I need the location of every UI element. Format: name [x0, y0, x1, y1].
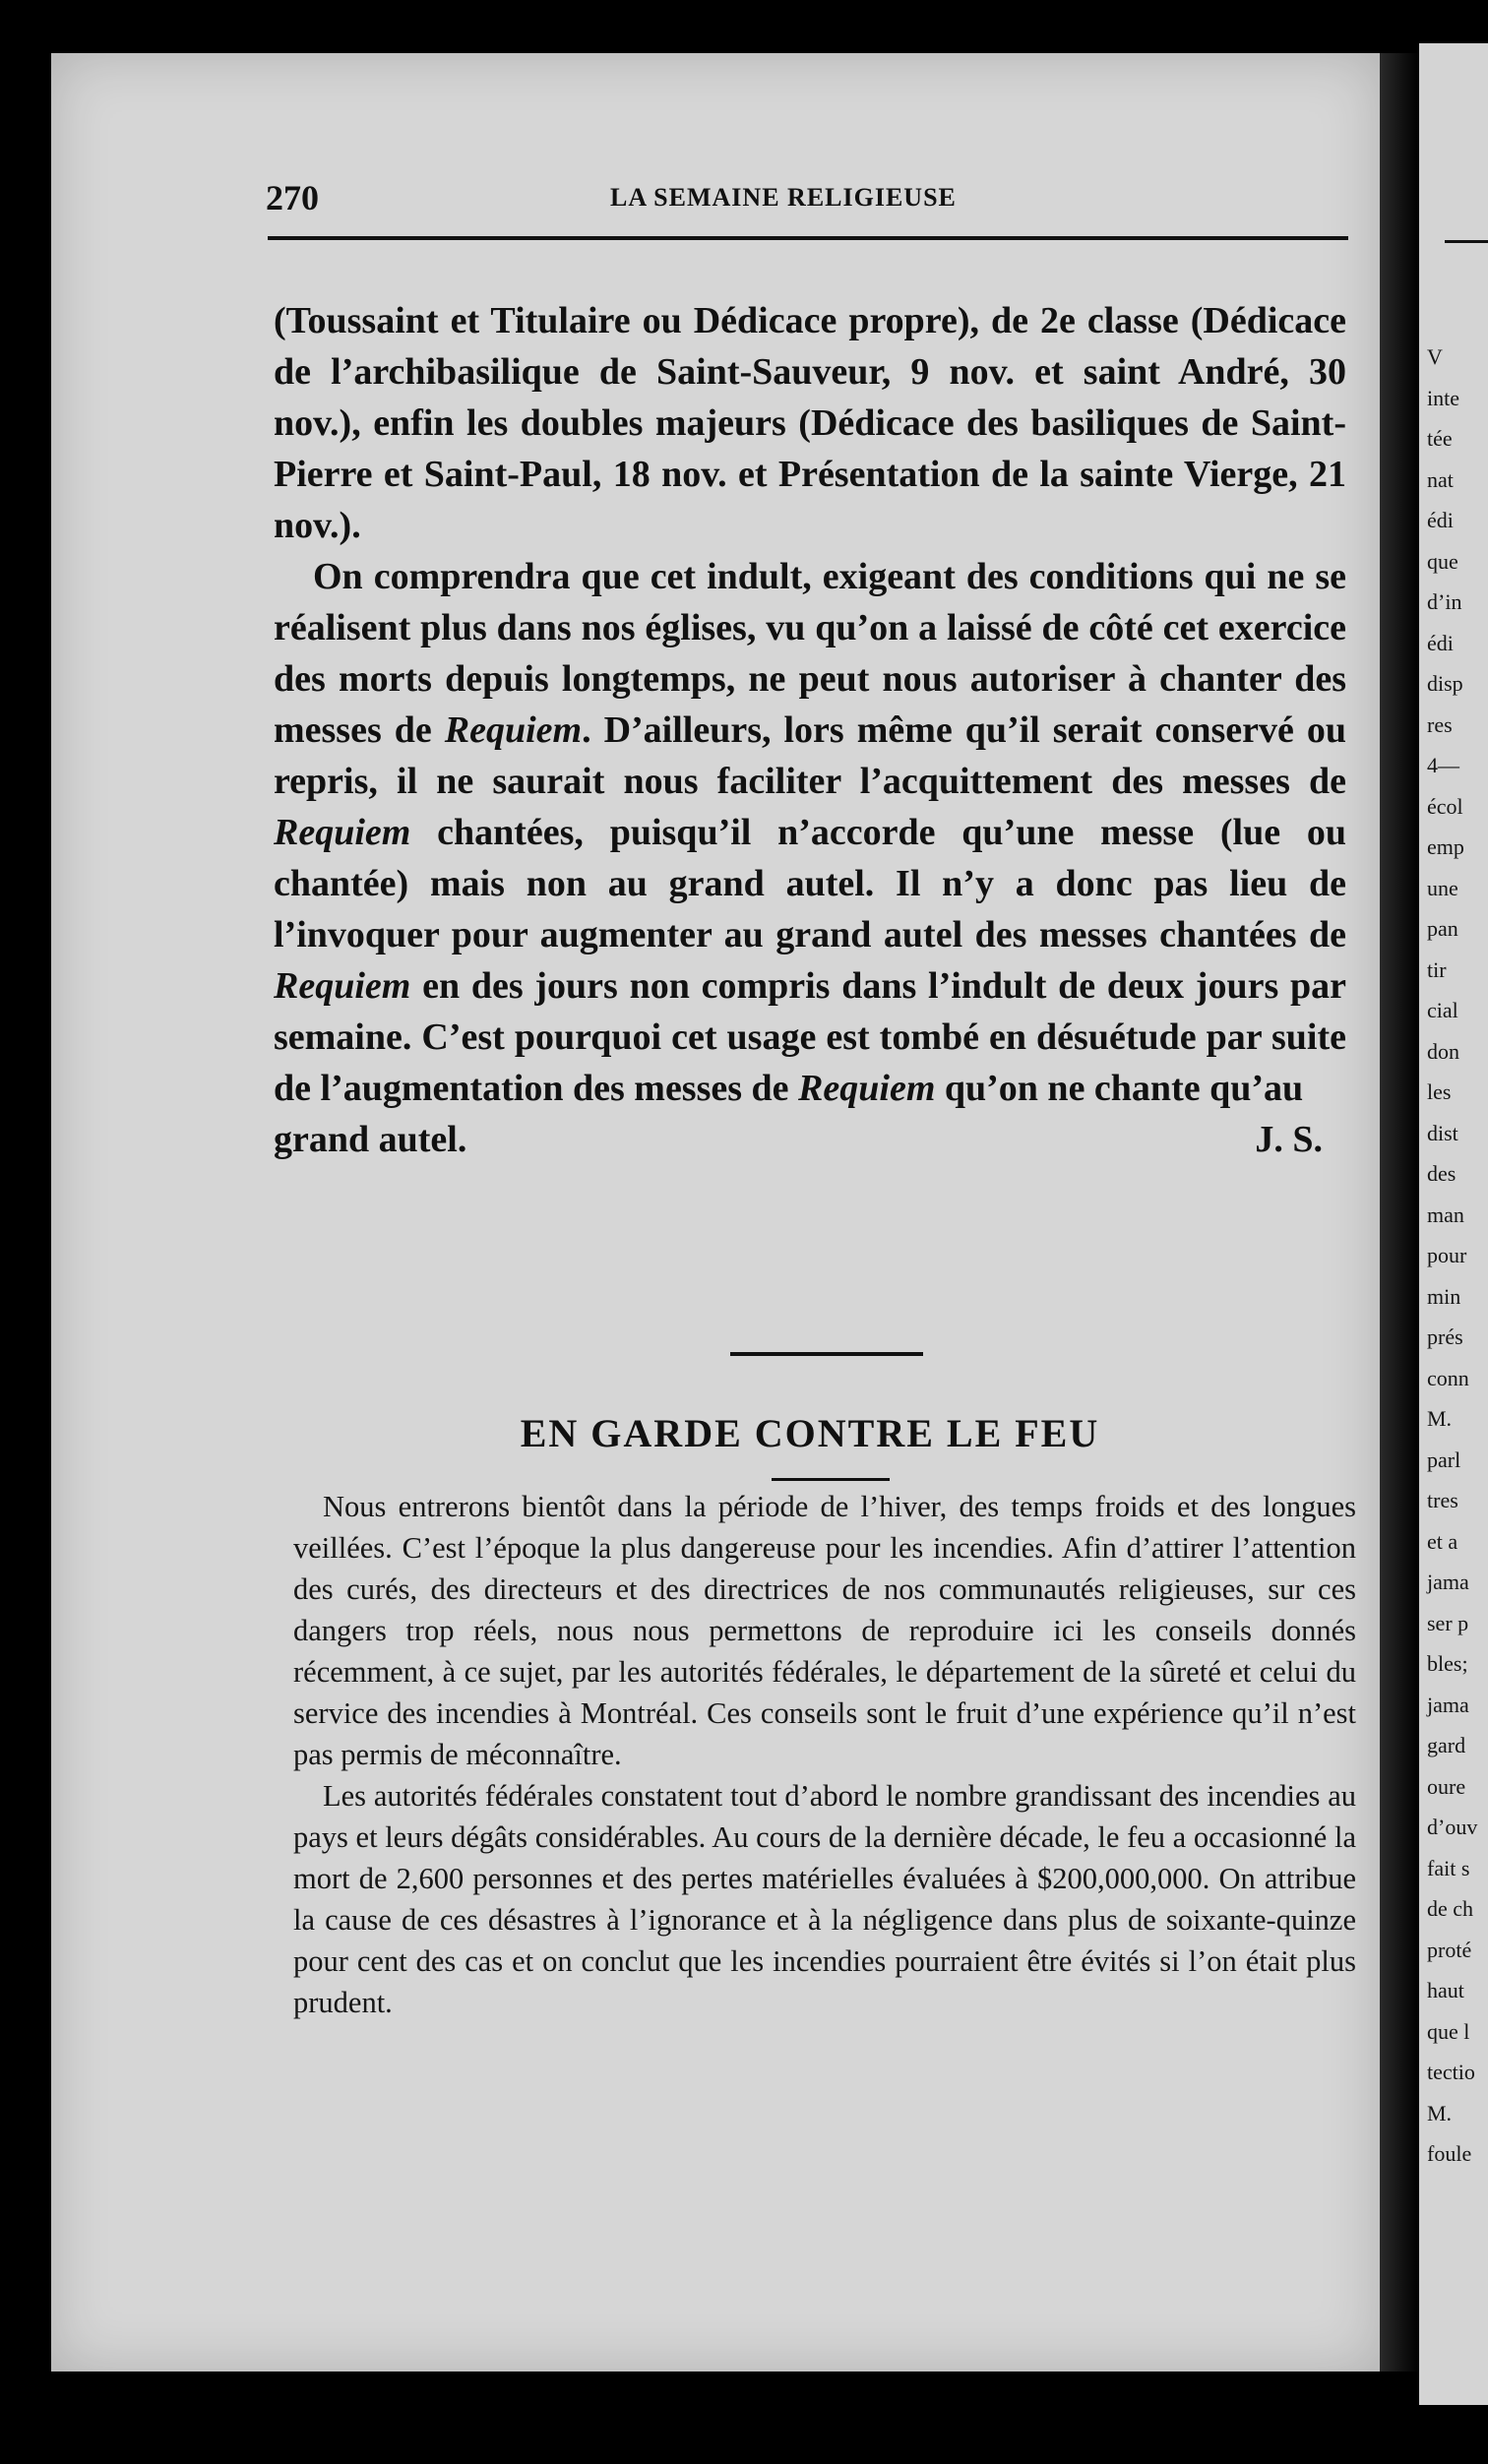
- adjacent-line-fragment: d’in: [1427, 589, 1462, 614]
- title-underline: [772, 1478, 890, 1481]
- adjacent-line-fragment: oure: [1427, 1773, 1466, 1799]
- adjacent-line-fragment: une: [1427, 875, 1458, 900]
- adjacent-line-fragment: les: [1427, 1079, 1452, 1104]
- adjacent-page-edge: [1419, 43, 1488, 2405]
- adjacent-page-text: [1427, 337, 1488, 2175]
- adjacent-line-fragment: man: [1427, 1201, 1464, 1227]
- section-divider: [730, 1352, 923, 1356]
- author-signature: J. S.: [1255, 1119, 1323, 1160]
- adjacent-line-fragment: cial: [1427, 998, 1458, 1022]
- running-head: [266, 177, 1348, 216]
- adjacent-line-fragment: V: [1427, 344, 1443, 369]
- adjacent-line-fragment: parl: [1427, 1447, 1461, 1472]
- adjacent-line-fragment: et a: [1427, 1528, 1458, 1554]
- adjacent-line-fragment: fait s: [1427, 1855, 1470, 1880]
- adjacent-line-fragment: foule: [1427, 2141, 1472, 2166]
- adjacent-line-fragment: M.: [1427, 2100, 1453, 2125]
- adjacent-line-fragment: conn: [1427, 1365, 1469, 1390]
- adjacent-line-fragment: écol: [1427, 793, 1463, 819]
- adjacent-line-fragment: de ch: [1427, 1896, 1474, 1921]
- running-title: LA SEMAINE RELIGIEUSE: [610, 183, 957, 212]
- adjacent-line-fragment: tres: [1427, 1488, 1458, 1512]
- adjacent-line-fragment: tectio: [1427, 2060, 1475, 2084]
- adjacent-line-fragment: des: [1427, 1161, 1457, 1186]
- adjacent-line-fragment: prés: [1427, 1324, 1463, 1349]
- article-paragraph: Les autorités fédérales constatent tout d’abord le nombre grandissant des incendies au pays et leurs dégâts considérables. Au cours de la dernière décade, le feu a occasionné la mort de 2,600 personnes et des pertes matérielles évaluées à $200,000,000. On attribue la cause de ces désastres à l’ignorance et à la négligence dans plus de soixante-quinze pour cent des cas et on conclut que les incendies pourraient être évités si l’on était plus prudent.: [293, 1779, 1356, 2019]
- main-text: [274, 295, 1346, 1165]
- adjacent-line-fragment: gard: [1427, 1733, 1466, 1757]
- header-rule: [268, 236, 1348, 240]
- adjacent-line-fragment: disp: [1427, 671, 1463, 696]
- adjacent-line-fragment: dist: [1427, 1120, 1458, 1145]
- adjacent-line-fragment: nat: [1427, 466, 1454, 492]
- article-text: [293, 1486, 1356, 2023]
- adjacent-line-fragment: haut: [1427, 1978, 1464, 2002]
- closing-text: grand autel.: [274, 1119, 467, 1160]
- adjacent-line-fragment: tée: [1427, 426, 1453, 451]
- adjacent-line-fragment: ser p: [1427, 1610, 1469, 1635]
- adjacent-line-fragment: jama: [1427, 1570, 1469, 1594]
- article-title: EN GARDE CONTRE LE FEU: [520, 1411, 1100, 1455]
- adjacent-line-fragment: édi: [1427, 508, 1454, 532]
- book-gutter: [1380, 53, 1419, 2372]
- adjacent-line-fragment: emp: [1427, 834, 1464, 859]
- adjacent-line-fragment: édi: [1427, 630, 1454, 655]
- paragraph-indult: On comprendra que cet indult, exigeant des conditions qui ne se réalisent plus dans nos églises, vu qu’on a laissé de côté cet exercice des morts depuis longtemps, ne peut nous autoriser à chanter des messes de Requiem. D’ailleurs, lors même qu’il serait conservé ou repris, il ne saurait nous faciliter l’acquittement des messes de Requiem chantées, puisqu’il n’accorde qu’une messe (lue ou chantée) mais non au grand autel. Il n’y a donc pas lieu de l’invoquer pour augmenter au grand autel des messes chantées de Requiem en des jours non compris dans l’indult de deux jours par semaine. C’est pourquoi cet usage est tombé en désuétude par suite de l’augmentation des messes de Requiem qu’on ne chante qu’au: [274, 556, 1346, 1109]
- adjacent-line-fragment: don: [1427, 1038, 1459, 1064]
- closing-line: [274, 1114, 1346, 1165]
- page-number: 270: [266, 178, 319, 217]
- adjacent-line-fragment: bles;: [1427, 1651, 1468, 1676]
- adjacent-line-fragment: proté: [1427, 1937, 1472, 1962]
- adjacent-line-fragment: 4—: [1427, 753, 1459, 777]
- adjacent-line-fragment: que l: [1427, 2018, 1470, 2044]
- adjacent-line-fragment: res: [1427, 711, 1453, 737]
- paragraph-continued: (Toussaint et Titulaire ou Dédicace propre), de 2e classe (Dédicace de l’archibasilique de Saint-Sauveur, 9 nov. et saint André, 30 nov.), enfin les doubles majeurs (Dédicace des basiliques de Saint-Pierre et Saint-Paul, 18 nov. et Présentation de la sainte Vierge, 21 nov.).: [274, 300, 1346, 546]
- adjacent-line-fragment: tir: [1427, 956, 1447, 982]
- adjacent-line-fragment: d’ouv: [1427, 1815, 1478, 1839]
- adjacent-line-fragment: pour: [1427, 1243, 1467, 1267]
- adjacent-line-fragment: que: [1427, 548, 1458, 574]
- adjacent-line-fragment: min: [1427, 1283, 1461, 1309]
- adjacent-line-fragment: jama: [1427, 1692, 1469, 1717]
- adjacent-line-fragment: M.: [1427, 1406, 1453, 1431]
- adjacent-line-fragment: pan: [1427, 916, 1458, 941]
- article-paragraph: Nous entrerons bientôt dans la période de l’hiver, des temps froids et des longues veillées. C’est l’époque la plus dangereuse pour les incendies. Afin d’attirer l’attention des curés, des directeurs et des directrices de nos communautés religieuses, sur ces dangers trop réels, nous nous permettons de reproduire ici les conseils donnés récemment, à ce sujet, par les autorités fédérales, le département de la sûreté et celui du service des incendies à Montréal. Ces conseils sont le fruit d’une expérience qu’il n’est pas permis de méconnaître.: [293, 1490, 1356, 1771]
- adjacent-line-fragment: inte: [1427, 385, 1459, 410]
- adjacent-header-rule: [1445, 240, 1488, 243]
